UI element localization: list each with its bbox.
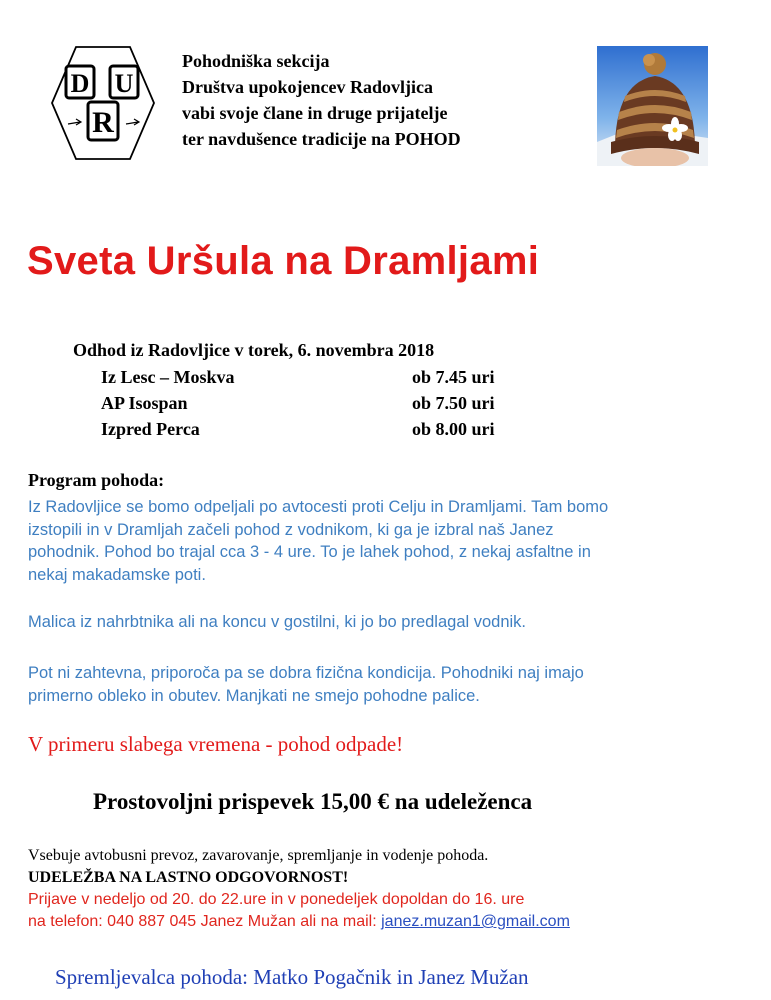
logo-letter-d: D xyxy=(70,69,90,98)
registration-contact-text: na telefon: 040 887 045 Janez Mužan ali na mail: xyxy=(28,913,382,930)
program-p1-line-2: izstopili in v Dramljah začeli pohod z vodnikom, ki ga je izbral naš Janez xyxy=(28,520,554,539)
program-paragraph-2: Malica iz nahrbtnika ali na koncu v gostilni, ki jo bo predlagal vodnik. xyxy=(28,613,527,631)
fee-includes: Vsebuje avtobusni prevoz, zavarovanje, spremljanje in vodenje pohoda. xyxy=(28,847,489,864)
weather-note: V primeru slabega vremena - pohod odpade! xyxy=(28,732,404,756)
header-line-3: vabi svoje člane in druge prijatelje xyxy=(182,103,448,123)
stop-time-1: ob 7.45 uri xyxy=(412,367,495,387)
stop-place-1: Iz Lesc – Moskva xyxy=(101,367,235,387)
header-line-4: ter navdušence tradicije na POHOD xyxy=(182,129,461,149)
responsibility-notice: UDELEŽBA NA LASTNO ODGOVORNOST! xyxy=(28,869,349,886)
organizer-header xyxy=(182,48,461,152)
header-line-1: Pohodniška sekcija xyxy=(182,51,330,71)
email-link[interactable]: janez.muzan1@gmail.com xyxy=(381,913,570,930)
logo-letter-r: R xyxy=(92,106,114,139)
logo-letter-u: U xyxy=(114,69,134,98)
stop-place-2: AP Isospan xyxy=(101,393,188,413)
registration-times: Prijave v nedeljo od 20. do 22.ure in v ponedeljek dopoldan do 16. ure xyxy=(28,891,525,908)
header-line-2: Društva upokojencev Radovljica xyxy=(182,77,433,97)
registration-contact xyxy=(28,913,570,931)
program-paragraph-1 xyxy=(28,496,608,586)
program-p1-line-1: Iz Radovljice se bomo odpeljali po avtocesti proti Celju in Dramljami. Tam bomo xyxy=(28,498,609,516)
stop-place-3: Izpred Perca xyxy=(101,419,200,439)
program-p1-line-3: pohodnik. Pohod bo trajal cca 3 - 4 ure. To je lahek pohod, z nekaj asfaltne in xyxy=(28,543,591,561)
departure-heading: Odhod iz Radovljice v torek, 6. novembra 2018 xyxy=(73,340,435,360)
stop-time-2: ob 7.50 uri xyxy=(412,393,495,413)
event-title: Sveta Uršula na Dramljami xyxy=(27,239,540,283)
stop-time-3: ob 8.00 uri xyxy=(412,419,495,439)
program-p3-line-2: primerno obleko in obutev. Manjkati ne smejo pohodne palice. xyxy=(28,686,480,705)
program-heading: Program pohoda: xyxy=(28,470,165,490)
dur-logo-icon xyxy=(50,44,156,162)
participation-fee: Prostovoljni prispevek 15,00 € na udeleženca xyxy=(93,789,533,814)
hike-guides: Spremljevalca pohoda: Matko Pogačnik in Janez Mužan xyxy=(55,965,529,989)
knit-hat-photo xyxy=(597,46,708,166)
program-paragraph-3 xyxy=(28,662,584,707)
program-p3-line-1: Pot ni zahtevna, priporoča pa se dobra fizična kondicija. Pohodniki naj imajo xyxy=(28,664,584,682)
program-p1-line-4: nekaj makadamske poti. xyxy=(28,565,206,584)
